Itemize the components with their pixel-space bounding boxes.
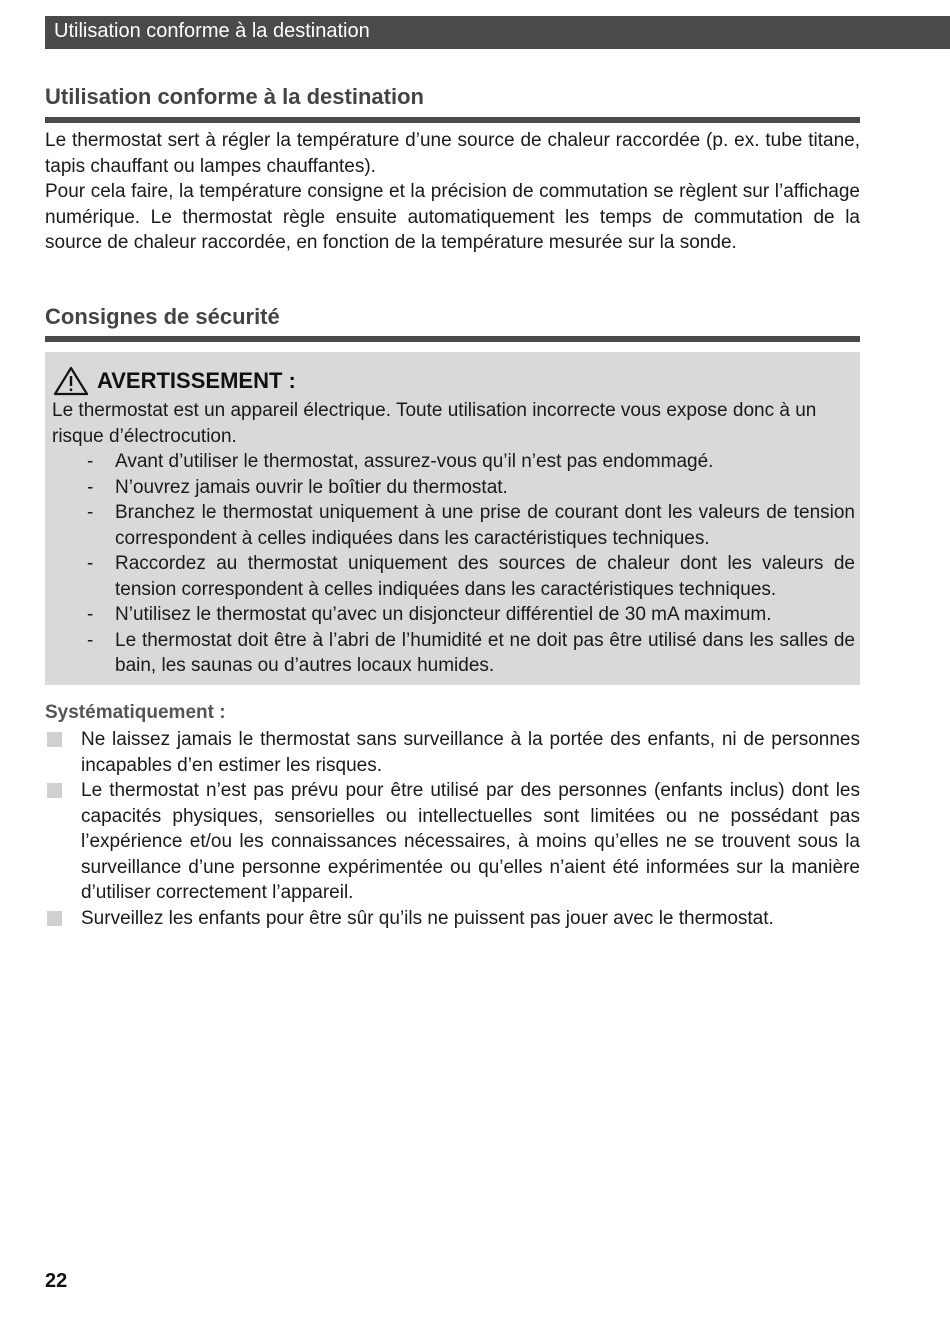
usage-paragraph-1: Le thermostat sert à régler la température d’une source de chaleur raccordée (p. ex. tube titane, tapis chauffant ou lampes chauffantes). — [45, 130, 860, 177]
list-item: - Raccordez au thermostat uniquement des sources de chaleur dont les valeurs de tension correspondent à celles indiquées dans les caractéristiques techniques. — [87, 553, 855, 600]
list-item: Ne laissez jamais le thermostat sans surveillance à la portée des enfants, ni de personnes incapables d’en estimer les risques. — [45, 727, 860, 778]
section-title-usage: Utilisation conforme à la destination — [45, 84, 424, 109]
list-item: Surveillez les enfants pour être sûr qu’ils ne puissent pas jouer avec le thermostat. — [45, 906, 860, 932]
warning-list — [52, 449, 855, 679]
warning-triangle-icon — [53, 366, 89, 396]
usage-paragraph-2: Pour cela faire, la température consigne et la précision de commutation se règlent sur l’affichage numérique. Le thermostat règle ensuite automatiquement les temps de commutation de la source de chaleur raccordée, en fonction de la température mesurée sur la sonde. — [45, 181, 860, 253]
list-item: - N’utilisez le thermostat qu’avec un disjoncteur différentiel de 30 mA maximum. — [87, 604, 772, 625]
list-item: - Branchez le thermostat uniquement à une prise de courant dont les valeurs de tension correspondent à celles indiquées dans les caractéristiques techniques. — [87, 502, 855, 549]
running-header — [45, 16, 950, 49]
list-item: Le thermostat n’est pas prévu pour être utilisé par des personnes (enfants inclus) dont les capacités physiques, sensorielles ou intellectuelles sont limitées ou ne possédant pas l’expérience et/ou les connaissances nécessaires, à moins qu’elles ne se trouvent sous la surveillance d’une personne expérimentée ou qu’elles n’aient été informées sur la manière d’utiliser correctement l’appareil. — [45, 778, 860, 906]
warning-box — [45, 352, 860, 685]
list-item: - Le thermostat doit être à l’abri de l’humidité et ne doit pas être utilisé dans les salles de bain, les saunas ou d’autres locaux humides. — [87, 629, 855, 676]
section-rule — [45, 336, 860, 342]
running-header-title: Utilisation conforme à la destination — [54, 20, 370, 42]
warning-heading — [53, 366, 296, 396]
section-title-safety: Consignes de sécurité — [45, 304, 280, 329]
list-item: - N’ouvrez jamais ouvrir le boîtier du thermostat. — [87, 476, 508, 498]
systematic-list — [45, 727, 860, 931]
square-bullet-icon — [47, 732, 62, 747]
section-rule — [45, 117, 860, 123]
warning-intro: Le thermostat est un appareil électrique. Toute utilisation incorrecte vous expose donc à un risque d’électrocution. — [52, 400, 817, 447]
list-item: - Avant d’utiliser le thermostat, assurez-vous qu’il n’est pas endommagé. — [87, 451, 714, 472]
warning-title: AVERTISSEMENT : — [97, 368, 296, 393]
square-bullet-icon — [47, 911, 62, 926]
square-bullet-icon — [47, 783, 62, 798]
systematic-heading: Systématiquement : — [45, 702, 226, 723]
page-number: 22 — [45, 1270, 68, 1292]
